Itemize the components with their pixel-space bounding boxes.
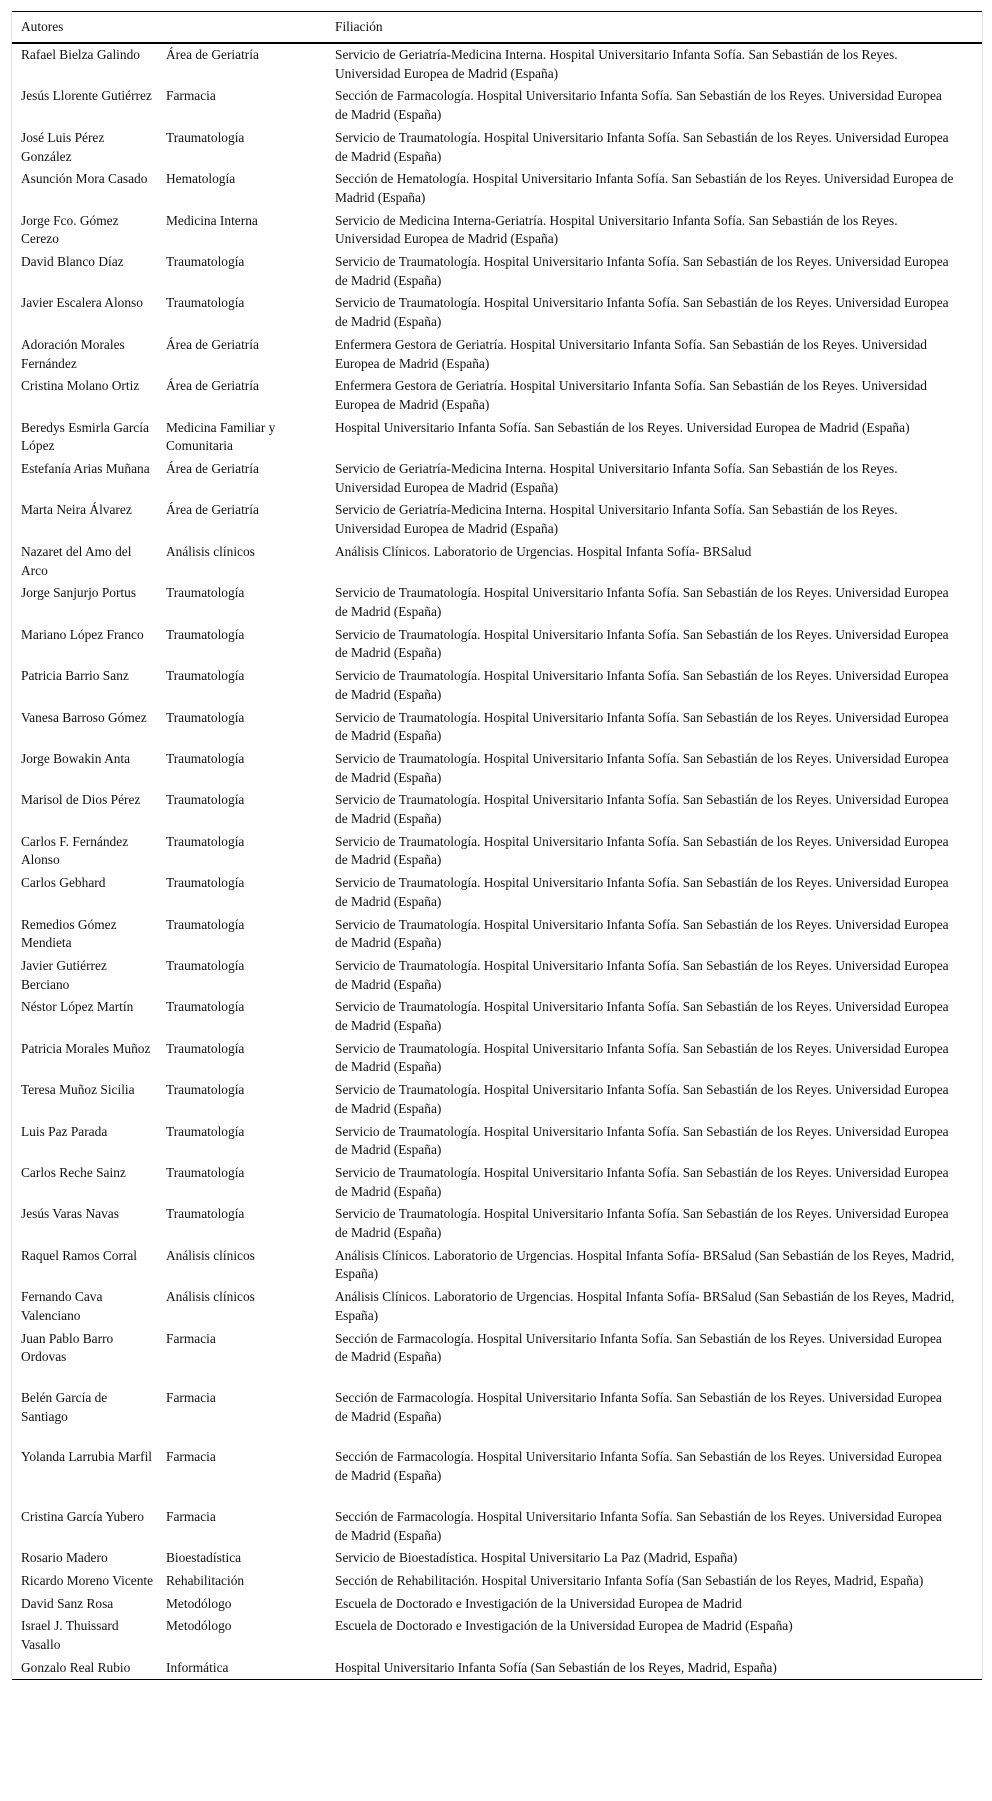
author-cell: Jesús Varas Navas (21, 1206, 119, 1222)
area-cell: Traumatología (166, 129, 245, 145)
area-cell: Traumatología (166, 916, 245, 932)
area-cell: Traumatología (166, 792, 245, 808)
affiliation-cell: Servicio de Bioestadística. Hospital Universitario La Paz (Madrid, España) (335, 1550, 738, 1566)
author-cell: Jorge Fco. Gómez Cerezo (21, 212, 119, 247)
author-cell: Patricia Barrio Sanz (21, 668, 129, 684)
table-row (12, 1121, 982, 1162)
affiliation-cell: Servicio de Traumatología. Hospital Universitario Infanta Sofía. San Sebastián de los Reyes. Universidad Europea de Madrid (España) (335, 792, 949, 827)
table-row (12, 914, 982, 955)
table-row (12, 1446, 982, 1505)
area-cell: Traumatología (166, 585, 245, 601)
area-cell: Traumatología (166, 957, 245, 973)
author-cell: Cristina Molano Ortiz (21, 378, 140, 394)
table-row (12, 665, 982, 706)
table-row (12, 1657, 982, 1680)
author-cell: Carlos F. Fernández Alonso (21, 833, 129, 868)
area-cell: Área de Geriatría (166, 502, 259, 518)
author-cell: Vanesa Barroso Gómez (21, 709, 147, 725)
table-row (12, 1038, 982, 1079)
table-row (12, 1547, 982, 1570)
table-row (12, 210, 982, 251)
authors-table-container (11, 11, 983, 1680)
table-row (12, 831, 982, 872)
table-row (12, 1328, 982, 1387)
table-row (12, 748, 982, 789)
affiliation-cell: Servicio de Traumatología. Hospital Universitario Infanta Sofía. San Sebastián de los Reyes. Universidad Europea de Madrid (España) (335, 254, 949, 288)
affiliation-cell: Servicio de Traumatología. Hospital Universitario Infanta Sofía. San Sebastián de los Reyes. Universidad Europea de Madrid (España) (335, 833, 949, 868)
area-cell: Traumatología (166, 999, 245, 1015)
affiliation-cell: Sección de Farmacología. Hospital Universitario Infanta Sofía. San Sebastián de los Reyes. Universidad Europea de Madrid (España) (335, 88, 942, 123)
area-cell: Traumatología (166, 295, 245, 311)
table-row (12, 1506, 982, 1547)
table-row (12, 499, 982, 540)
affiliation-cell: Sección de Hematología. Hospital Universitario Infanta Sofía. San Sebastián de los Reyes. Universidad Europea de Madrid (España) (335, 171, 954, 205)
author-cell: Raquel Ramos Corral (21, 1247, 138, 1263)
area-cell: Traumatología (166, 833, 245, 849)
area-cell: Medicina Interna (166, 212, 258, 228)
area-cell: Farmacia (166, 1449, 216, 1465)
author-cell: David Sanz Rosa (21, 1595, 114, 1611)
affiliation-cell: Servicio de Traumatología. Hospital Universitario Infanta Sofía. San Sebastián de los Reyes. Universidad Europea de Madrid (España) (335, 1164, 949, 1199)
table-row (12, 1387, 982, 1446)
affiliation-cell: Servicio de Traumatología. Hospital Universitario Infanta Sofía. San Sebastián de los Reyes. Universidad Europea de Madrid (España) (335, 1123, 949, 1158)
author-cell: Patricia Morales Muñoz (21, 1040, 151, 1056)
area-cell: Metodólogo (166, 1595, 232, 1611)
author-cell: Marta Neira Álvarez (21, 502, 132, 518)
author-cell: Estefanía Arias Muñana (21, 461, 150, 477)
author-cell: Néstor López Martín (21, 999, 134, 1015)
table-row (12, 582, 982, 623)
affiliation-cell: Servicio de Traumatología. Hospital Universitario Infanta Sofía. San Sebastián de los Reyes. Universidad Europea de Madrid (España) (335, 750, 949, 785)
area-cell: Informática (166, 1659, 229, 1675)
table-row (12, 996, 982, 1037)
affiliation-cell: Servicio de Traumatología. Hospital Universitario Infanta Sofía. San Sebastián de los Reyes. Universidad Europea de Madrid (España) (335, 295, 949, 330)
affiliation-cell: Servicio de Medicina Interna-Geriatría. Hospital Universitario Infanta Sofía. San Sebastián de los Reyes. Universidad Europea de Madrid (España) (335, 212, 898, 247)
table-row (12, 1286, 982, 1327)
affiliation-cell: Hospital Universitario Infanta Sofía. San Sebastián de los Reyes. Universidad Europea de Madrid (España) (335, 419, 910, 435)
author-cell: Juan Pablo Barro Ordovas (21, 1330, 114, 1365)
table-row (12, 43, 982, 85)
affiliation-cell: Análisis Clínicos. Laboratorio de Urgencias. Hospital Infanta Sofía- BRSalud (San Sebastián de los Reyes, Madrid, España) (335, 1247, 955, 1282)
area-cell: Traumatología (166, 1082, 245, 1098)
affiliation-cell: Sección de Farmacología. Hospital Universitario Infanta Sofía. San Sebastián de los Reyes. Universidad Europea de Madrid (España) (335, 1449, 942, 1484)
author-cell: Israel J. Thuissard Vasallo (21, 1618, 119, 1653)
author-cell: José Luis Pérez González (21, 129, 105, 164)
author-cell: Mariano López Franco (21, 626, 144, 642)
author-cell: Belén García de Santiago (21, 1390, 108, 1424)
table-row (12, 334, 982, 375)
area-cell: Área de Geriatría (166, 47, 259, 62)
area-cell: Traumatología (166, 1123, 245, 1139)
author-cell: Luis Paz Parada (21, 1123, 108, 1139)
table-row (12, 624, 982, 665)
affiliation-cell: Escuela de Doctorado e Investigación de la Universidad Europea de Madrid (España) (335, 1618, 793, 1634)
author-cell: Marisol de Dios Pérez (21, 792, 141, 808)
affiliation-cell: Análisis Clínicos. Laboratorio de Urgencias. Hospital Infanta Sofía- BRSalud (335, 543, 752, 559)
table-row (12, 707, 982, 748)
author-cell: Yolanda Larrubia Marfil (21, 1449, 153, 1465)
affiliation-cell: Hospital Universitario Infanta Sofía (San Sebastián de los Reyes, Madrid, España) (335, 1659, 777, 1675)
header-affiliation: Filiación (335, 19, 383, 34)
area-cell: Traumatología (166, 254, 245, 270)
affiliation-cell: Servicio de Traumatología. Hospital Universitario Infanta Sofía. San Sebastián de los Reyes. Universidad Europea de Madrid (España) (335, 585, 949, 619)
table-row (12, 1162, 982, 1203)
area-cell: Rehabilitación (166, 1572, 245, 1588)
table-row (12, 1203, 982, 1244)
area-cell: Área de Geriatría (166, 336, 259, 352)
table-row (12, 1615, 982, 1656)
author-cell: Ricardo Moreno Vicente (21, 1572, 154, 1588)
affiliation-cell: Servicio de Traumatología. Hospital Universitario Infanta Sofía. San Sebastián de los Reyes. Universidad Europea de Madrid (España) (335, 129, 949, 164)
table-row (12, 955, 982, 996)
affiliation-cell: Servicio de Traumatología. Hospital Universitario Infanta Sofía. San Sebastián de los Reyes. Universidad Europea de Madrid (España) (335, 668, 949, 702)
affiliation-cell: Sección de Farmacología. Hospital Universitario Infanta Sofía. San Sebastián de los Reyes. Universidad Europea de Madrid (España) (335, 1390, 942, 1424)
author-cell: David Blanco Díaz (21, 254, 124, 270)
author-cell: Jesús Llorente Gutiérrez (21, 88, 152, 104)
area-cell: Farmacia (166, 1390, 216, 1405)
header-authors: Autores (21, 19, 64, 34)
table-row (12, 541, 982, 582)
area-cell: Traumatología (166, 1164, 245, 1180)
table-row (12, 375, 982, 416)
author-cell: Nazaret del Amo del Arco (21, 543, 132, 578)
affiliation-cell: Servicio de Traumatología. Hospital Universitario Infanta Sofía. San Sebastián de los Reyes. Universidad Europea de Madrid (España) (335, 957, 949, 992)
author-cell: Rosario Madero (21, 1550, 108, 1566)
table-row (12, 1245, 982, 1286)
table-row (12, 789, 982, 830)
author-cell: Cristina García Yubero (21, 1508, 144, 1524)
table-row (12, 1593, 982, 1616)
author-cell: Carlos Gebhard (21, 875, 106, 891)
affiliation-cell: Servicio de Traumatología. Hospital Universitario Infanta Sofía. San Sebastián de los Reyes. Universidad Europea de Madrid (España) (335, 999, 949, 1034)
author-cell: Gonzalo Real Rubio (21, 1659, 131, 1675)
area-cell: Hematología (166, 171, 236, 187)
table-body (12, 43, 982, 1680)
authors-affiliations-table (12, 11, 982, 1680)
affiliation-cell: Análisis Clínicos. Laboratorio de Urgencias. Hospital Infanta Sofía- BRSalud (San Sebastián de los Reyes, Madrid, España) (335, 1289, 955, 1323)
table-row (12, 872, 982, 913)
affiliation-cell: Enfermera Gestora de Geriatría. Hospital Universitario Infanta Sofía. San Sebastián de los Reyes. Universidad Europea de Madrid (España) (335, 336, 927, 371)
table-row (12, 1570, 982, 1593)
table-row (12, 292, 982, 333)
area-cell: Medicina Familiar y Comunitaria (166, 419, 276, 454)
affiliation-cell: Servicio de Traumatología. Hospital Universitario Infanta Sofía. San Sebastián de los Reyes. Universidad Europea de Madrid (España) (335, 875, 949, 909)
author-cell: Javier Escalera Alonso (21, 295, 143, 311)
table-header-row (12, 12, 982, 44)
area-cell: Traumatología (166, 626, 245, 642)
area-cell: Traumatología (166, 750, 245, 766)
author-cell: Jorge Bowakin Anta (21, 750, 131, 766)
affiliation-cell: Enfermera Gestora de Geriatría. Hospital Universitario Infanta Sofía. San Sebastián de los Reyes. Universidad Europea de Madrid (España) (335, 378, 927, 412)
affiliation-cell: Servicio de Traumatología. Hospital Universitario Infanta Sofía. San Sebastián de los Reyes. Universidad Europea de Madrid (España) (335, 709, 949, 744)
area-cell: Área de Geriatría (166, 378, 259, 394)
table-row (12, 168, 982, 209)
affiliation-cell: Servicio de Geriatría-Medicina Interna. Hospital Universitario Infanta Sofía. San Sebastián de los Reyes. Universidad Europea de Madrid (España) (335, 47, 898, 81)
area-cell: Traumatología (166, 1206, 245, 1222)
affiliation-cell: Sección de Rehabilitación. Hospital Universitario Infanta Sofía (San Sebastián de los Reyes, Madrid, España) (335, 1572, 924, 1588)
affiliation-cell: Servicio de Geriatría-Medicina Interna. Hospital Universitario Infanta Sofía. San Sebastián de los Reyes. Universidad Europea de Madrid (España) (335, 502, 898, 537)
area-cell: Análisis clínicos (166, 543, 255, 559)
table-row (12, 417, 982, 458)
area-cell: Análisis clínicos (166, 1289, 255, 1305)
area-cell: Análisis clínicos (166, 1247, 255, 1263)
affiliation-cell: Escuela de Doctorado e Investigación de la Universidad Europea de Madrid (335, 1595, 742, 1611)
area-cell: Área de Geriatría (166, 461, 259, 477)
affiliation-cell: Servicio de Traumatología. Hospital Universitario Infanta Sofía. San Sebastián de los Reyes. Universidad Europea de Madrid (España) (335, 1040, 949, 1075)
affiliation-cell: Sección de Farmacología. Hospital Universitario Infanta Sofía. San Sebastián de los Reyes. Universidad Europea de Madrid (España) (335, 1330, 942, 1365)
author-cell: Javier Gutiérrez Berciano (21, 957, 107, 992)
author-cell: Jorge Sanjurjo Portus (21, 585, 137, 601)
table-row (12, 85, 982, 126)
header-area (157, 12, 326, 44)
affiliation-cell: Servicio de Traumatología. Hospital Universitario Infanta Sofía. San Sebastián de los Reyes. Universidad Europea de Madrid (España) (335, 1206, 949, 1241)
area-cell: Farmacia (166, 1330, 216, 1346)
affiliation-cell: Servicio de Geriatría-Medicina Interna. Hospital Universitario Infanta Sofía. San Sebastián de los Reyes. Universidad Europea de Madrid (España) (335, 461, 898, 495)
table-row (12, 458, 982, 499)
author-cell: Remedios Gómez Mendieta (21, 916, 117, 951)
affiliation-cell: Servicio de Traumatología. Hospital Universitario Infanta Sofía. San Sebastián de los Reyes. Universidad Europea de Madrid (España) (335, 626, 949, 661)
author-cell: Fernando Cava Valenciano (21, 1289, 103, 1323)
area-cell: Traumatología (166, 709, 245, 725)
table-row (12, 251, 982, 292)
author-cell: Beredys Esmirla García López (21, 419, 149, 454)
area-cell: Farmacia (166, 1508, 216, 1524)
area-cell: Traumatología (166, 668, 245, 684)
area-cell: Bioestadística (166, 1550, 242, 1566)
author-cell: Carlos Reche Sainz (21, 1164, 126, 1180)
table-row (12, 1079, 982, 1120)
area-cell: Metodólogo (166, 1618, 232, 1634)
affiliation-cell: Servicio de Traumatología. Hospital Universitario Infanta Sofía. San Sebastián de los Reyes. Universidad Europea de Madrid (España) (335, 1082, 949, 1116)
table-row (12, 127, 982, 168)
affiliation-cell: Servicio de Traumatología. Hospital Universitario Infanta Sofía. San Sebastián de los Reyes. Universidad Europea de Madrid (España) (335, 916, 949, 951)
author-cell: Rafael Bielza Galindo (21, 47, 140, 62)
author-cell: Adoración Morales Fernández (21, 336, 125, 371)
affiliation-cell: Sección de Farmacología. Hospital Universitario Infanta Sofía. San Sebastián de los Reyes. Universidad Europea de Madrid (España) (335, 1508, 942, 1543)
area-cell: Farmacia (166, 88, 216, 104)
area-cell: Traumatología (166, 1040, 245, 1056)
area-cell: Traumatología (166, 875, 245, 891)
author-cell: Asunción Mora Casado (21, 171, 148, 187)
author-cell: Teresa Muñoz Sicilia (21, 1082, 135, 1098)
